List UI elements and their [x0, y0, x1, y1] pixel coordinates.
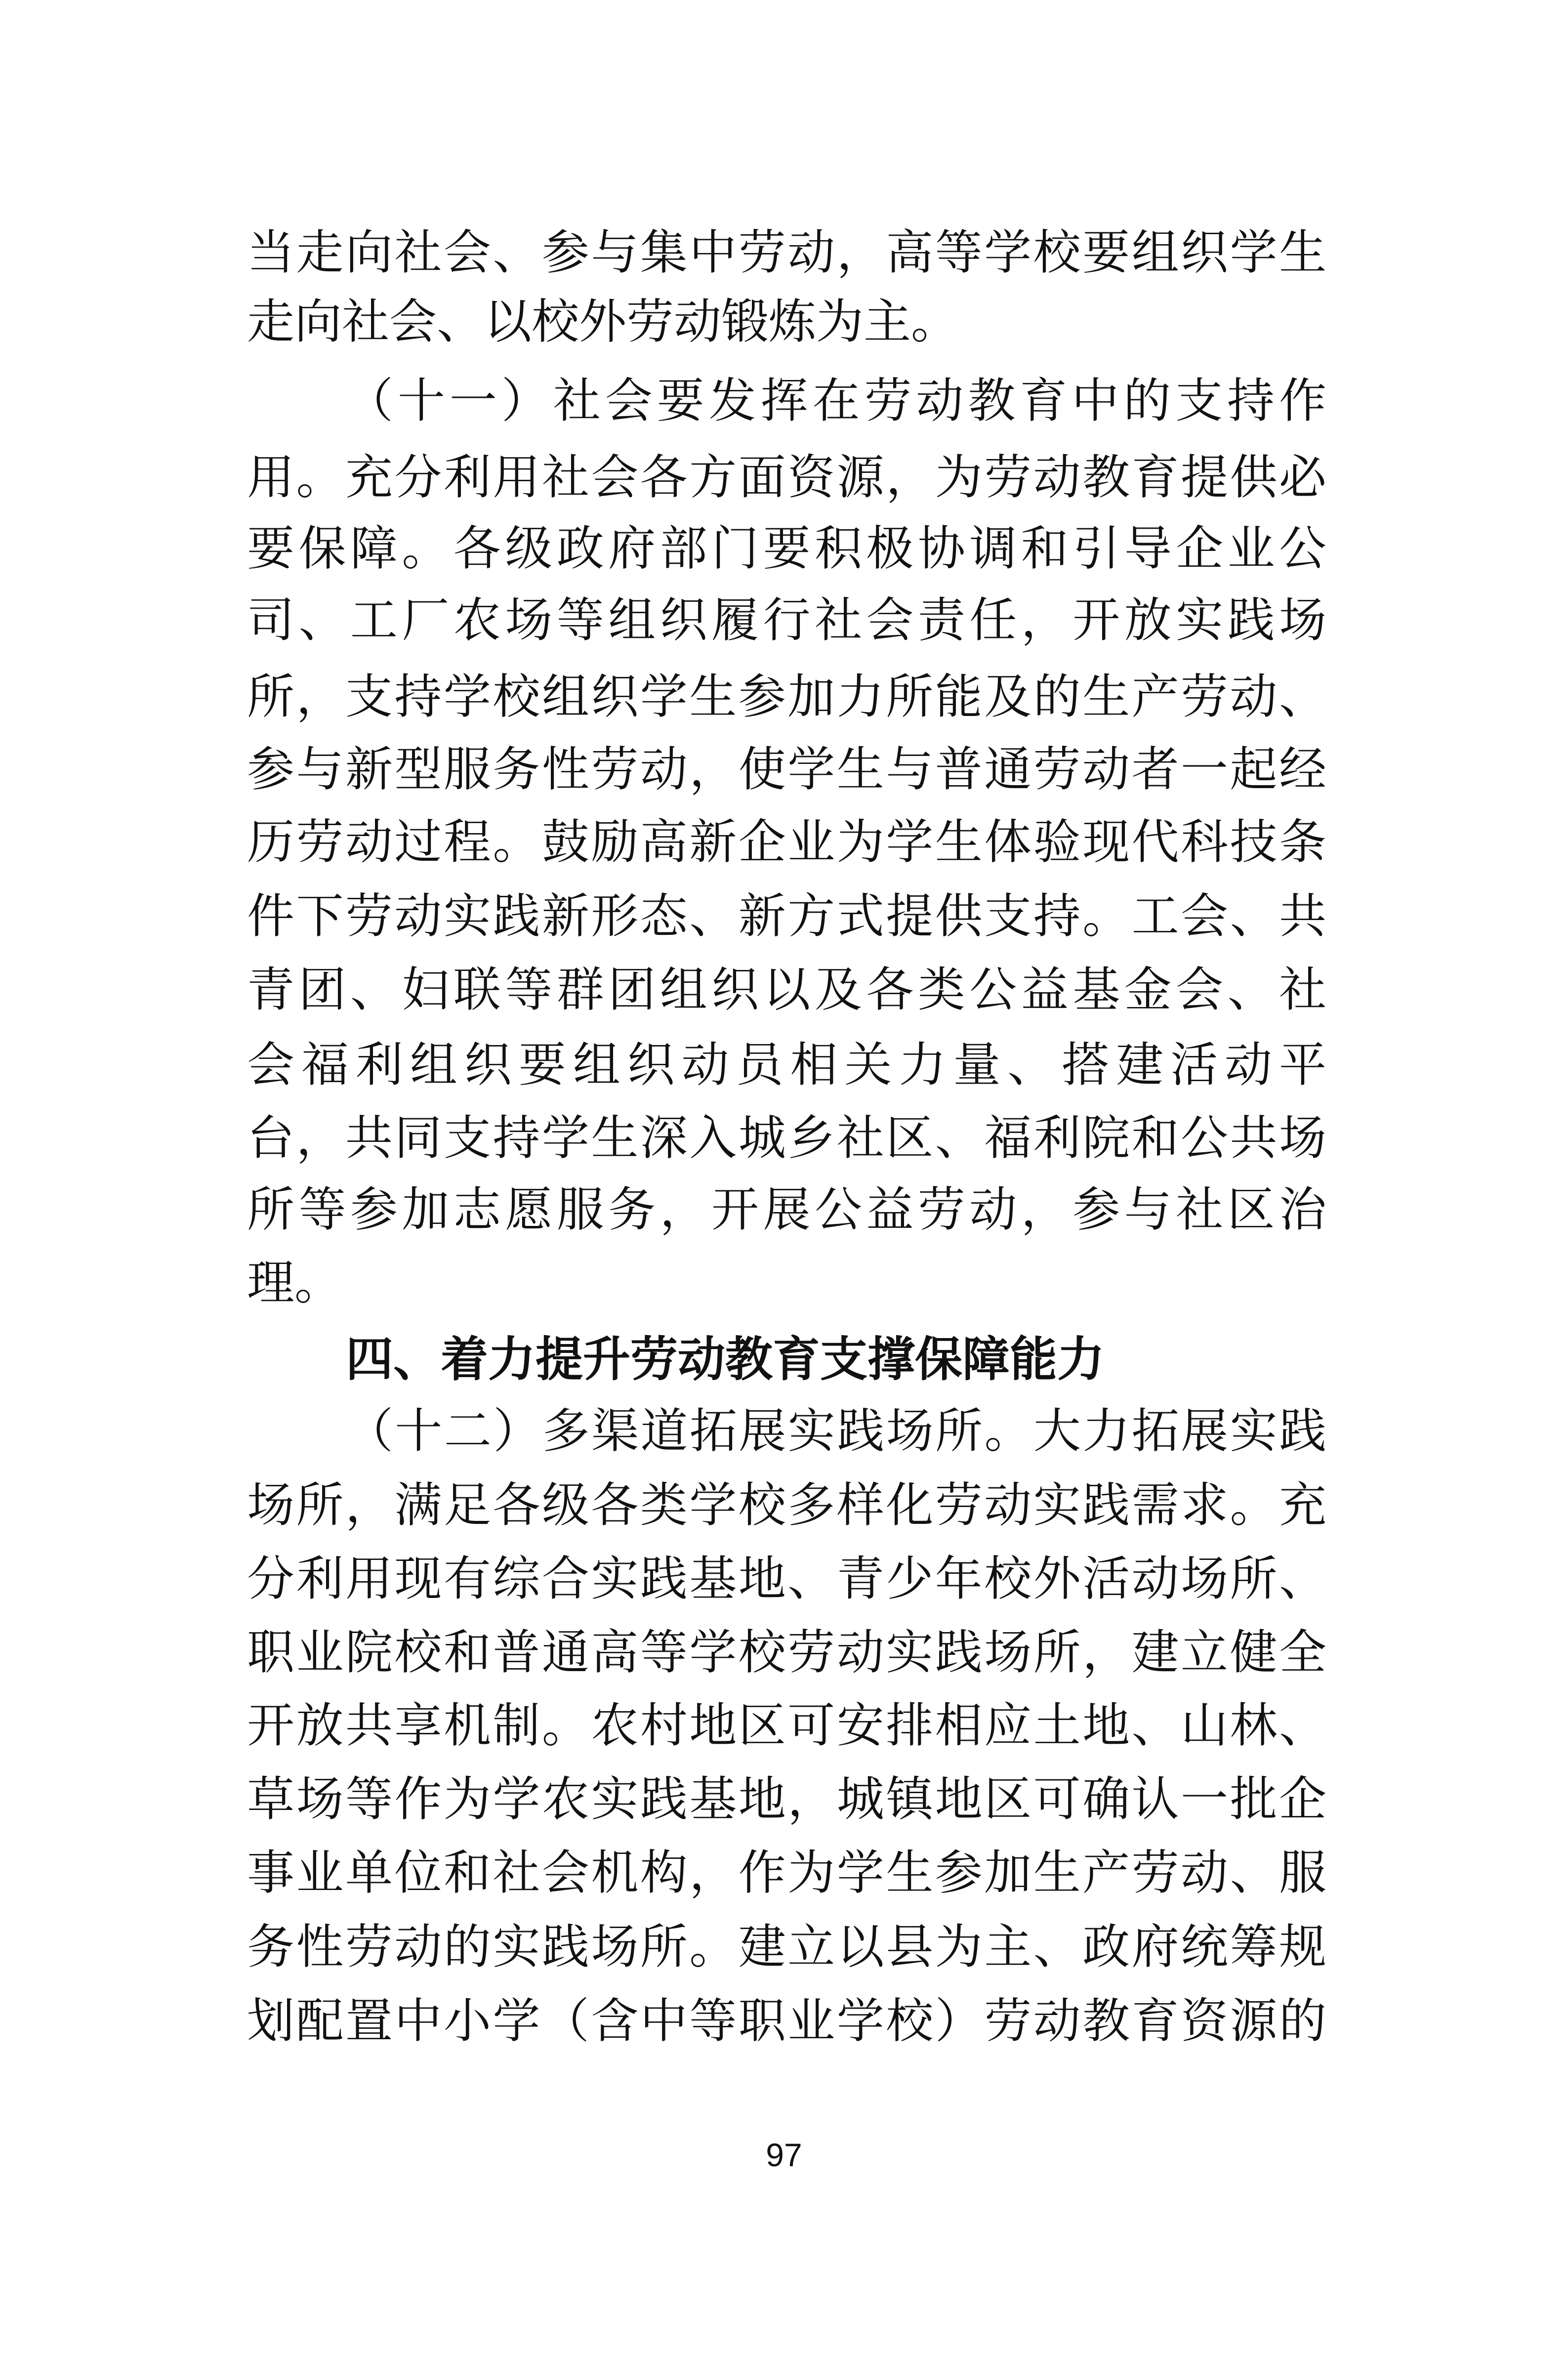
text-line: 事业单位和社会机构，作为学生参加生产劳动、服: [247, 1845, 1326, 1900]
text-line: 开放共享机制。农村地区可安排相应土地、山林、: [247, 1698, 1326, 1753]
text-line: 会福利组织要组织动员相关力量、搭建活动平: [247, 1037, 1326, 1092]
paragraph-start-line: （十二）多渠道拓展实践场所。大力拓展实践: [346, 1403, 1326, 1459]
text-line: 当走向社会、参与集中劳动，高等学校要组织学生: [247, 225, 1326, 280]
text-line: 务性劳动的实践场所。建立以县为主、政府统筹规: [247, 1919, 1326, 1975]
text-line: 参与新型服务性劳动，使学生与普通劳动者一起经: [247, 742, 1326, 797]
text-line: 职业院校和普通高等学校劳动实践场所，建立健全: [247, 1625, 1326, 1680]
text-line: 分利用现有综合实践基地、青少年校外活动场所、: [247, 1551, 1326, 1606]
text-line: 草场等作为学农实践基地，城镇地区可确认一批企: [247, 1771, 1326, 1827]
text-line: 台，共同支持学生深入城乡社区、福利院和公共场: [247, 1110, 1326, 1166]
text-line: 历劳动过程。鼓励高新企业为学生体验现代科技条: [247, 814, 1326, 870]
text-line: 划配置中小学（含中等职业学校）劳动教育资源的: [247, 1993, 1326, 2049]
text-line: 要保障。各级政府部门要积极协调和引导企业公: [247, 521, 1326, 576]
text-line: 青团、妇联等群团组织以及各类公益基金会、社: [247, 962, 1326, 1017]
page-number: 97: [766, 2137, 802, 2173]
text-line: 走向社会、以校外劳动锻炼为主。: [247, 294, 958, 349]
text-line: 所等参加志愿服务，开展公益劳动，参与社区治: [247, 1182, 1326, 1237]
text-line: 司、工厂农场等组织履行社会责任，开放实践场: [247, 592, 1326, 648]
text-line: 场所，满足各级各类学校多样化劳动实践需求。充: [247, 1477, 1326, 1533]
text-line: 用。充分利用社会各方面资源，为劳动教育提供必: [247, 450, 1326, 505]
paragraph-start-line: （十一）社会要发挥在劳动教育中的支持作: [346, 373, 1326, 428]
text-line: 理。: [247, 1255, 342, 1310]
text-line: 件下劳动实践新形态、新方式提供支持。工会、共: [247, 888, 1326, 944]
text-line: 所，支持学校组织学生参加力所能及的生产劳动、: [247, 669, 1326, 724]
section-heading: 四、着力提升劳动教育支撑保障能力: [346, 1332, 1105, 1387]
